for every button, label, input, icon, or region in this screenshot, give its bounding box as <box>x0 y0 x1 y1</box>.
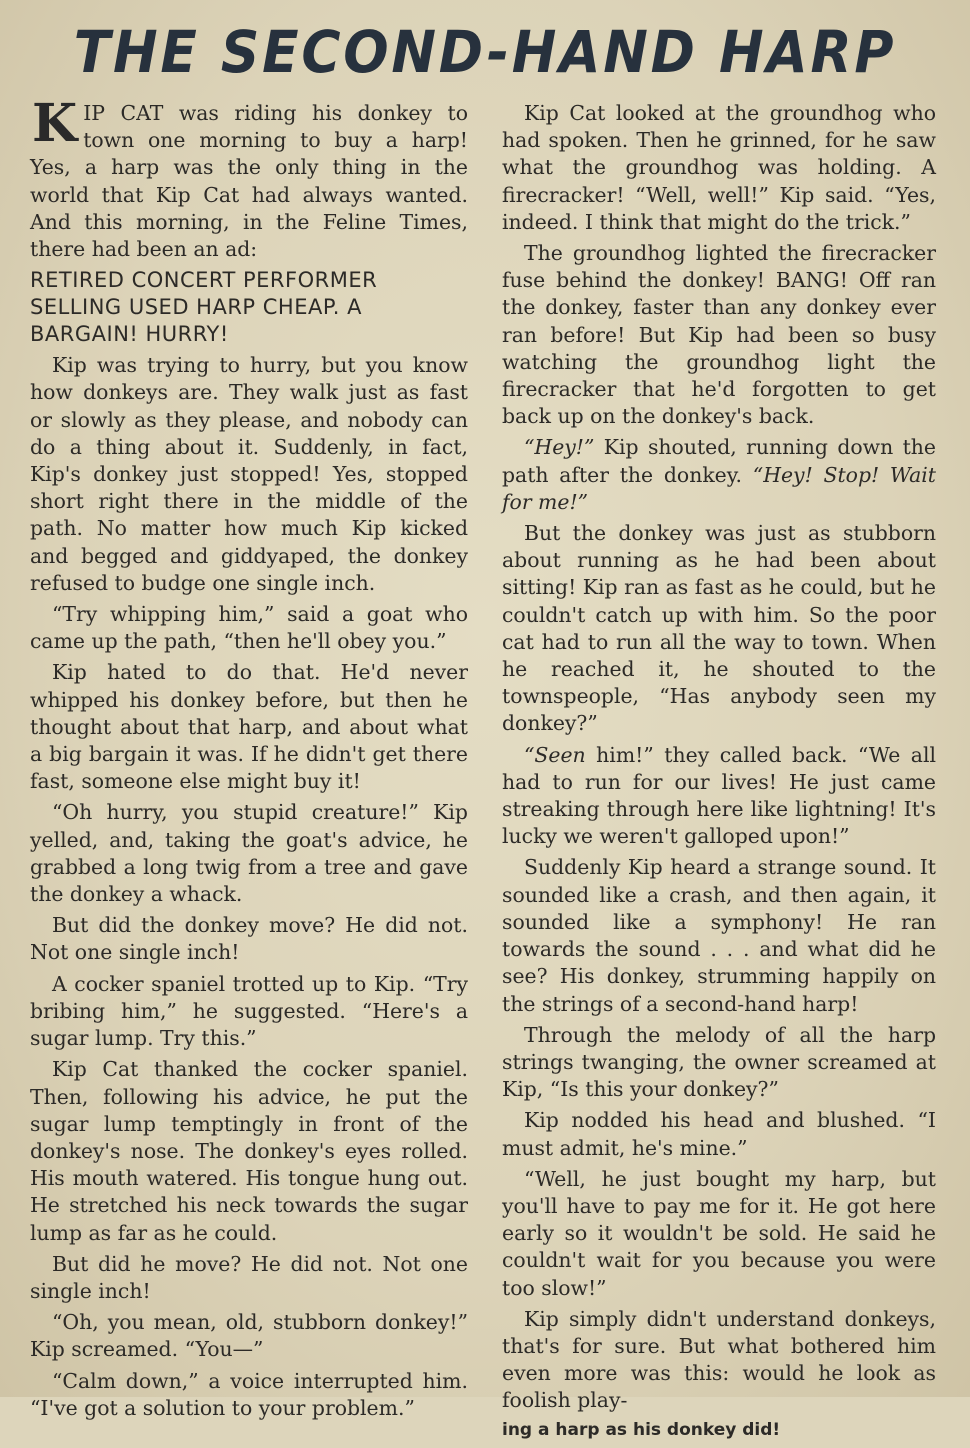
shout-text: “Hey! Stop! Wait for me!” <box>502 462 936 514</box>
emphasis-text: “Seen <box>524 742 586 767</box>
paragraph: “Seen him!” they called back. “We all had to run for our lives! He just came streaking through here like lightning! It's lucky we weren't galloped upon!” <box>502 742 936 849</box>
paragraph: Kip was trying to hurry, but you know how donkeys are. They walk just as fast or slowly as they please, and nobody can do a thing about it. Suddenly, in fact, Kip's donkey just stopped! Yes, stopped short right there in the middle of the path. No matter how much Kip kicked and begged and giddyaped, the donkey refused to budge one single inch. <box>30 353 468 595</box>
paragraph: “Calm down,” a voice interrupted him. “I've got a solution to your problem.” <box>30 1368 468 1420</box>
paragraph: Kip hated to do that. He'd never whipped his donkey before, but then he thought about that harp, and about what a big bargain it was. If he didn't get there fast, someone else might buy it! <box>30 660 468 794</box>
paragraph: Kip nodded his head and blushed. “I must admit, he's mine.” <box>502 1108 936 1160</box>
paragraph: Kip Cat thanked the cocker spaniel. Then, following his advice, he put the sugar lump temptingly in front of the donkey's nose. The donkey's eyes rolled. His mouth watered. His tongue hung out. He stretched his neck towards the sugar lump as far as he could. <box>30 1057 468 1245</box>
paragraph: The groundhog lighted the firecracker fuse behind the donkey! BANG! Off ran the donkey, faster than any donkey ever ran before! But Kip had been so busy watching the groundhog light the firecracker that he'd forgotten to get back up on the donkey's back. <box>502 241 936 429</box>
paragraph: Suddenly Kip heard a strange sound. It sounded like a crash, and then again, it sounded like a symphony! He ran towards the sound . . . and what did he see? His donkey, strumming happily on the strings of a second-hand harp! <box>502 855 936 1016</box>
paragraph: “Oh hurry, you stupid creature!” Kip yelled, and, taking the goat's advice, he grabbed a long twig from a tree and gave the donkey a whack. <box>30 800 468 907</box>
paragraph: But did the donkey move? He did not. Not one single inch! <box>30 913 468 965</box>
paragraph: “Well, he just bought my harp, but you'll have to pay me for it. He got here early so it wouldn't be sold. He said he couldn't wait for you because you were too slow!” <box>502 1166 936 1300</box>
drop-cap: K <box>32 93 78 154</box>
paragraph: Kip simply didn't understand donkeys, that's for sure. But what bothered him even more was this: would he look as foolish play- ing a harp as his donkey did! <box>502 1306 936 1440</box>
story-title: THE SECOND-HAND HARP <box>73 18 897 86</box>
paragraph: “Hey!” Kip shouted, running down the path after the donkey. “Hey! Stop! Wait for me!” <box>502 435 936 514</box>
paragraph: But the donkey was just as stubborn about running as he had been about sitting! Kip ran as fast as he could, but he couldn't catch up with him. So the poor cat had to run all the way to town. When he reached it, he shouted to the townspeople, “Has anybody seen my donkey?” <box>502 521 936 736</box>
paragraph: A cocker spaniel trotted up to Kip. “Try bribing him,” he suggested. “Here's a sugar lump. Try this.” <box>30 971 468 1051</box>
paragraph: Kip Cat looked at the groundhog who had spoken. Then he grinned, for he saw what the groundhog was holding. A firecracker! “Well, well!” Kip said. “Yes, indeed. I think that might do the trick.” <box>502 101 936 234</box>
final-line: ing a harp as his donkey did! <box>502 1419 781 1440</box>
newspaper-ad-text: RETIRED CONCERT PERFORMER SELLING USED HARP CHEAP. A BARGAIN! HURRY! <box>30 268 378 347</box>
paragraph: Through the melody of all the harp strings twanging, the owner screamed at Kip, “Is this your donkey?” <box>502 1022 936 1102</box>
paragraph: “Oh, you mean, old, stubborn donkey!” Kip screamed. “You—” <box>30 1310 468 1362</box>
right-column <box>502 100 936 1448</box>
paragraph: “Try whipping him,” said a goat who came up the path, “then he'll obey you.” <box>30 602 468 654</box>
left-column <box>30 93 468 1426</box>
paragraph: KIP CAT was riding his donkey to town one morning to buy a harp! Yes, a harp was the only thing in the world that Kip Cat had always wanted. And this morning, in the Feline Times, there had been an ad: <box>30 93 468 262</box>
shout-text: “Hey!” <box>524 435 595 460</box>
paragraph: But did he move? He did not. Not one single inch! <box>30 1251 468 1303</box>
